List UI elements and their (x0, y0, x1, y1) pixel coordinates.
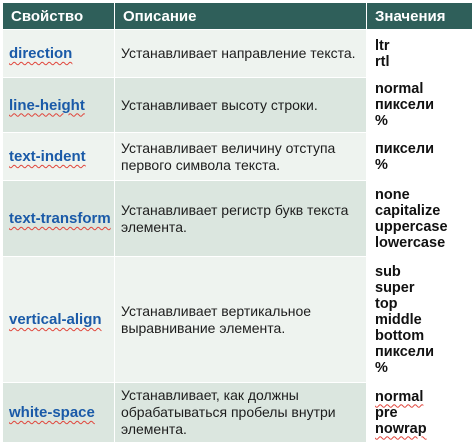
value-item: % (375, 156, 388, 173)
column-header-values: Значения (367, 3, 473, 30)
values-cell (367, 383, 473, 443)
value-item: ltr (375, 37, 390, 54)
value-item: middle (375, 311, 422, 328)
value-item: normal (375, 388, 424, 405)
property-cell (3, 133, 115, 181)
property-name: text-transform (9, 210, 111, 227)
table-row (3, 383, 473, 443)
property-name: direction (9, 45, 73, 62)
description-cell: Устанавливает регистр букв текста элемента. (115, 181, 367, 257)
value-item: rtl (375, 53, 390, 70)
table-row (3, 257, 473, 383)
property-cell (3, 78, 115, 133)
value-item: bottom (375, 327, 425, 344)
value-item: пиксели (375, 97, 434, 113)
description-cell: Устанавливает величину отступа первого символа текста. (115, 133, 367, 181)
property-name: vertical-align (9, 311, 102, 328)
column-header-description: Описание (115, 3, 367, 30)
values-cell (367, 181, 473, 257)
value-item: normal (375, 81, 424, 97)
property-cell (3, 383, 115, 443)
value-item: capitalize (375, 202, 441, 219)
description-cell: Устанавливает, как должны обрабатываться пробелы внутри элемента. (115, 383, 367, 443)
property-cell (3, 30, 115, 78)
value-item: super (375, 279, 415, 296)
value-item: % (375, 359, 388, 376)
value-item: pre (375, 404, 398, 421)
value-item: uppercase (375, 218, 448, 235)
table-row (3, 181, 473, 257)
value-item: top (375, 295, 398, 312)
description-cell: Устанавливает вертикальное выравнивание элемента. (115, 257, 367, 383)
table-row (3, 133, 473, 181)
values-cell (367, 78, 473, 133)
css-text-properties-table (2, 2, 473, 443)
description-cell: Устанавливает высоту строки. (115, 78, 367, 133)
value-item: nowrap (375, 420, 427, 437)
value-item: none (375, 186, 410, 203)
table-header-row (3, 3, 473, 30)
value-item: % (375, 113, 388, 129)
values-cell (367, 133, 473, 181)
table-row (3, 30, 473, 78)
property-name: text-indent (9, 148, 86, 165)
value-item: lowercase (375, 234, 446, 251)
column-header-property: Свойство (3, 3, 115, 30)
table-row (3, 78, 473, 133)
values-cell (367, 257, 473, 383)
property-cell (3, 181, 115, 257)
property-name: white-space (9, 404, 95, 421)
values-cell (367, 30, 473, 78)
value-item: пиксели (375, 140, 434, 157)
description-cell: Устанавливает направление текста. (115, 30, 367, 78)
property-cell (3, 257, 115, 383)
value-item: пиксели (375, 343, 434, 360)
value-item: sub (375, 263, 401, 280)
property-name: line-height (9, 96, 85, 114)
